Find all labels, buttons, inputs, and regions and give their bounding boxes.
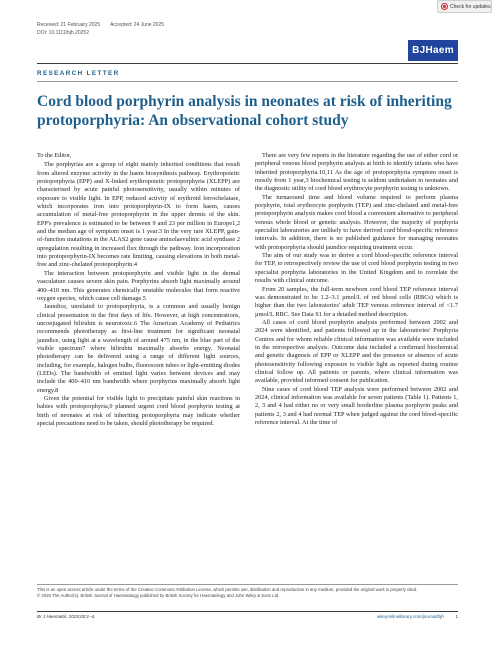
paragraph: The turnaround time and blood volume required to perform plasma porphyrin, total erythrocyte porphyrin (TEP) and zinc-chelated and metal-free protoporphyrin analysis makes cord blood a convenient alternative to peripheral venous whole blood or genetic analysis. However, the majority of porphyria specialist laboratories are unlikely to have derived cord blood-specific reference intervals. In addition, there is no published guidance for managing neonates with protoporphyria should jaundice requiring treatment occur. xyxy=(255,193,458,251)
salutation: To the Editor, xyxy=(37,152,72,159)
doi-link[interactable]: DOI: 10.1111/bjh.20252 xyxy=(37,29,89,36)
article-title: Cord blood porphyrin analysis in neonates at risk of inheriting protoporphyria: An observational cohort study xyxy=(37,93,452,129)
license-text: This is an open access article under the terms of the Creative Commons Attribution License, which permits use, distribution and reproduction in any medium, provided the original work is properly cited. xyxy=(37,587,418,592)
section-divider xyxy=(37,81,458,82)
journal-logo: BJHaem xyxy=(408,40,458,61)
accepted-date: Accepted: 24 June 2025 xyxy=(110,22,165,28)
paragraph: The aim of our study was to derive a cord blood-specific reference interval for TEP, to retrospectively review the use of cord blood porphyrin testing in two specialist porphyria laboratories in the United Kingdom and to correlate the results with clinical outcome. xyxy=(255,252,458,285)
check-for-updates-button[interactable] xyxy=(437,0,492,13)
footnote-divider xyxy=(37,584,458,585)
paragraph: Given the potential for visible light to precipitate painful skin reactions in babies with protoporphyria,9 planned urgent cord blood porphyrin testing at birth of neonates at risk of inheriting protoporphyria may indicate whether special precautions need to be taken, should phototherapy be required. xyxy=(37,394,240,427)
paragraph: Jaundice, unrelated to protoporphyria, is a common and usually benign clinical presentation in the first days of life. However, at high concentrations, unconjugated bilirubin is neurotoxic.6 The American Academy of Pediatrics recommends phototherapy as first-line treatment for significant neonatal jaundice, using light at a wavelength of around 475 nm, in the blue part of the visible spectrum7 where bilirubin maximally absorbs energy. Neonatal phototherapy can be delivered using a range of different light sources, including, for example, halogen bulbs, fluorescent tubes or light-emitting diodes (LEDs). The bandwidth of emitted light varies between devices and may include the 400–410 nm bandwidth where porphyrins maximally absorb light energy.8 xyxy=(37,303,240,394)
journal-citation: Br J Haematol. 2025;00:1–4. xyxy=(37,614,96,619)
section-label: RESEARCH LETTER xyxy=(37,70,120,77)
paragraph: From 20 samples, the full-term newborn cord blood TEP reference interval was demonstrated to be 1.2–3.1 µmol/L of red blood cells (RBCs) which is higher than the two laboratories' adult TEP venous reference interval of <1.7 µmol/L RBC. See Data S1 for a detailed method description. xyxy=(255,285,458,318)
paragraph: There are very few reports in the literature regarding the use of either cord or peripheral venous blood porphyrin analysis at birth to identify infants who have inherited protoporphyria.10,11 As the age of protoporphyria symptom onset is mostly from 1 year,3 biochemical testing is seldom undertaken in neonates and the diagnostic utility of cord blood erythrocyte porphyrin testing is unknown. xyxy=(255,152,458,193)
body-column-left xyxy=(37,152,240,428)
article-dates xyxy=(37,22,337,37)
check-updates-label: Check for updates xyxy=(450,3,491,10)
paragraph: The porphyrias are a group of eight mainly inherited conditions that result from altered enzyme activity in the haem biosynthesis pathway. Erythropoietic protoporphyria (EPP) and X-linked erythropoietic protoporphyria (XLEPP) are characterised by acute painful photosensitivity, usually within minutes of exposure to visible light. In EPP, reduced activity of erythroid ferrochelatase, which incorporates iron into protoporphyrin-IX to form haem, causes accumulation of metal-free protoporphyrin in the upper dermis of the skin. EPP's prevalence is estimated to be between 9 and 23 per million in Europe1,2 and the median age of symptom onset is 1 year.3 In the very rare XLEPP, gain-of-function mutations in the ALAS2 gene cause aminolaevulinic acid synthase 2 upregulation resulting in increased flux through the pathway. Iron incorporation into protoporphyrin-IX becomes rate limiting, causing elevations in both metal-free and zinc-chelated protoporphyrin.4 xyxy=(37,161,240,269)
check-updates-icon xyxy=(441,3,448,10)
received-date: Received: 21 February 2025 xyxy=(37,22,101,28)
footer-divider xyxy=(37,611,458,612)
license-footnote xyxy=(37,587,458,598)
copyright-text: © 2025 The Author(s). British Journal of Haematology published by British Society for Haematology and John Wiley & Sons Ltd. xyxy=(37,592,280,598)
journal-url-link[interactable]: wileyonlinelibrary.com/journal/bjh xyxy=(376,614,444,619)
header-divider xyxy=(37,63,458,64)
paragraph: All cases of cord blood porphyrin analysis performed between 2002 and 2024 were identified, and patients followed up in the laboratories' Porphyria Centres and for whom reliable clinical information was available were included in the retrospective analysis. Outcome data included a confirmed biochemical and genetic diagnosis of EPP or XLEPP and the presence or absence of acute photosensitivity following exposure to visible light as reported during routine clinical follow up. All patients or parents, where clinical information was available, provided informed consent for publication. xyxy=(255,318,458,385)
paragraph: The interaction between protoporphyrin and visible light in the dermal vasculature causes severe skin pain. Porphyrins absorb light maximally around 400–410 nm. This generates chemically unstable molecules that form reactive oxygen species, which cause cell damage.5 xyxy=(37,269,240,302)
body-column-right xyxy=(255,152,458,427)
paragraph: Nine cases of cord blood TEP analysis were performed between 2002 and 2024, clinical information was available for seven patients (Table 1). Patients 1, 2, 3 and 4 had either no or very small borderline plasma porphyrin peaks and patients 2, 3 and 4 had normal TEP when judged against the cord blood-specific reference interval. At the time of xyxy=(255,385,458,426)
page-number: 1 xyxy=(455,614,458,619)
